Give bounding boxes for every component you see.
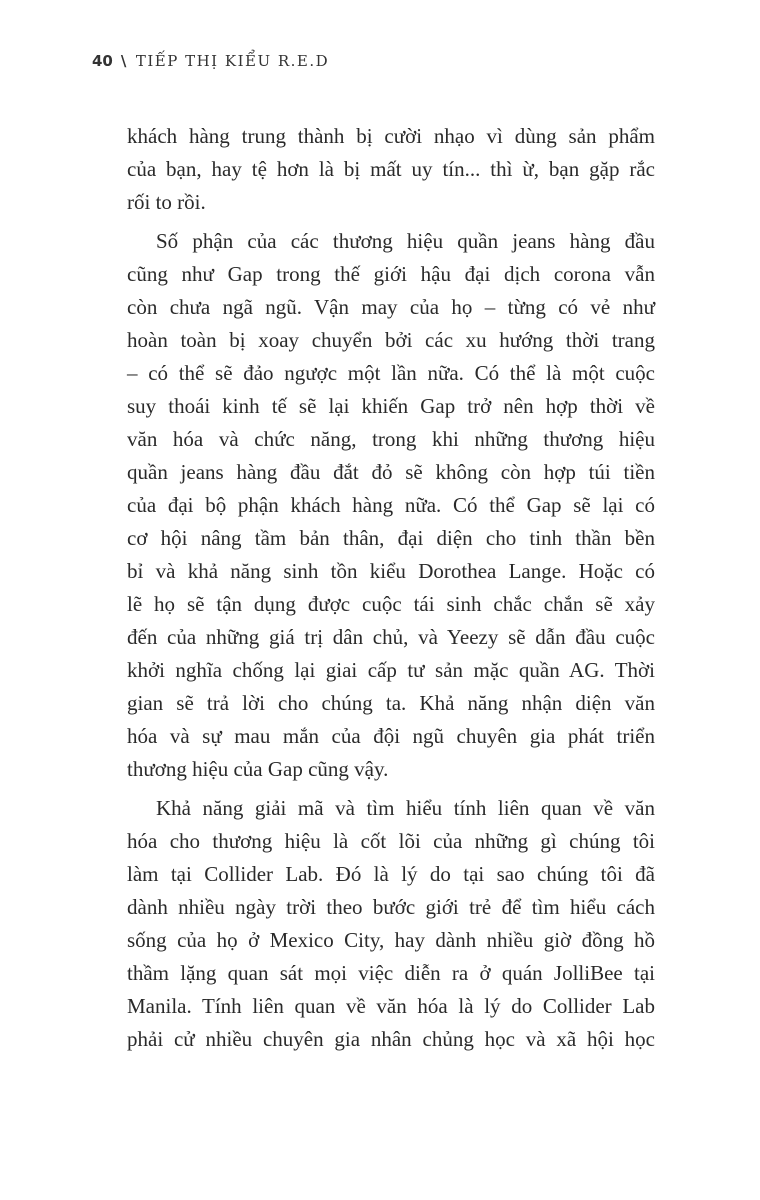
text-line: đến của những giá trị dân chủ, và Yeezy sẽ dẫn đầu cuộc	[127, 625, 655, 649]
text-line: – có thể sẽ đảo ngược một lần nữa. Có thể là một cuộc	[127, 361, 655, 385]
text-line: Số phận của các thương hiệu quần jeans hàng đầu	[156, 229, 655, 253]
text-line: khởi nghĩa chống lại giai cấp tư sản mặc quần AG. Thời	[127, 658, 655, 682]
header-separator: \	[120, 52, 128, 70]
text-line: hóa cho thương hiệu là cốt lõi của những gì chúng tôi	[127, 829, 655, 853]
paragraph	[127, 120, 655, 219]
paragraph	[127, 792, 655, 1056]
text-line: Khả năng giải mã và tìm hiểu tính liên quan về văn	[156, 796, 655, 820]
text-line: văn hóa và chức năng, trong khi những thương hiệu	[127, 427, 655, 451]
text-line: suy thoái kinh tế sẽ lại khiến Gap trở nên hợp thời về	[127, 394, 655, 418]
text-line: quần jeans hàng đầu đắt đỏ sẽ không còn hợp túi tiền	[127, 460, 655, 484]
text-line: hoàn toàn bị xoay chuyển bởi các xu hướng thời trang	[127, 328, 655, 352]
text-line: bỉ và khả năng sinh tồn kiểu Dorothea Lange. Hoặc có	[127, 559, 655, 583]
text-line: sống của họ ở Mexico City, hay dành nhiều giờ đồng hồ	[127, 928, 655, 952]
running-header	[92, 52, 329, 70]
text-line: thầm lặng quan sát mọi việc diễn ra ở quán JolliBee tại	[127, 961, 655, 985]
text-line: còn chưa ngã ngũ. Vận may của họ – từng có vẻ như	[127, 295, 655, 319]
text-line: rối to rồi.	[127, 190, 206, 214]
text-line: của bạn, hay tệ hơn là bị mất uy tín... thì ừ, bạn gặp rắc	[127, 157, 655, 181]
text-line: hóa và sự mau mắn của đội ngũ chuyên gia phát triển	[127, 724, 655, 748]
body-text	[127, 120, 655, 1056]
text-line: làm tại Collider Lab. Đó là lý do tại sao chúng tôi đã	[127, 862, 655, 886]
text-line: cơ hội nâng tầm bản thân, đại diện cho tinh thần bền	[127, 526, 655, 550]
text-line: dành nhiều ngày trời theo bước giới trẻ để tìm hiểu cách	[127, 895, 655, 919]
book-title: TIẾP THỊ KIỂU R.E.D	[135, 52, 330, 70]
text-line: khách hàng trung thành bị cười nhạo vì dùng sản phẩm	[127, 124, 655, 148]
text-line: của đại bộ phận khách hàng nữa. Có thể Gap sẽ lại có	[127, 493, 655, 517]
text-line: gian sẽ trả lời cho chúng ta. Khả năng nhận diện văn	[127, 691, 655, 715]
text-line: Manila. Tính liên quan về văn hóa là lý do Collider Lab	[127, 994, 655, 1018]
text-line: thương hiệu của Gap cũng vậy.	[127, 757, 389, 781]
text-line: lẽ họ sẽ tận dụng được cuộc tái sinh chắc chắn sẽ xảy	[127, 592, 655, 616]
paragraph	[127, 225, 655, 786]
page-number: 40	[92, 52, 113, 70]
text-line: phải cử nhiều chuyên gia nhân chủng học và xã hội học	[127, 1027, 655, 1051]
text-line: cũng như Gap trong thế giới hậu đại dịch corona vẫn	[127, 262, 655, 286]
